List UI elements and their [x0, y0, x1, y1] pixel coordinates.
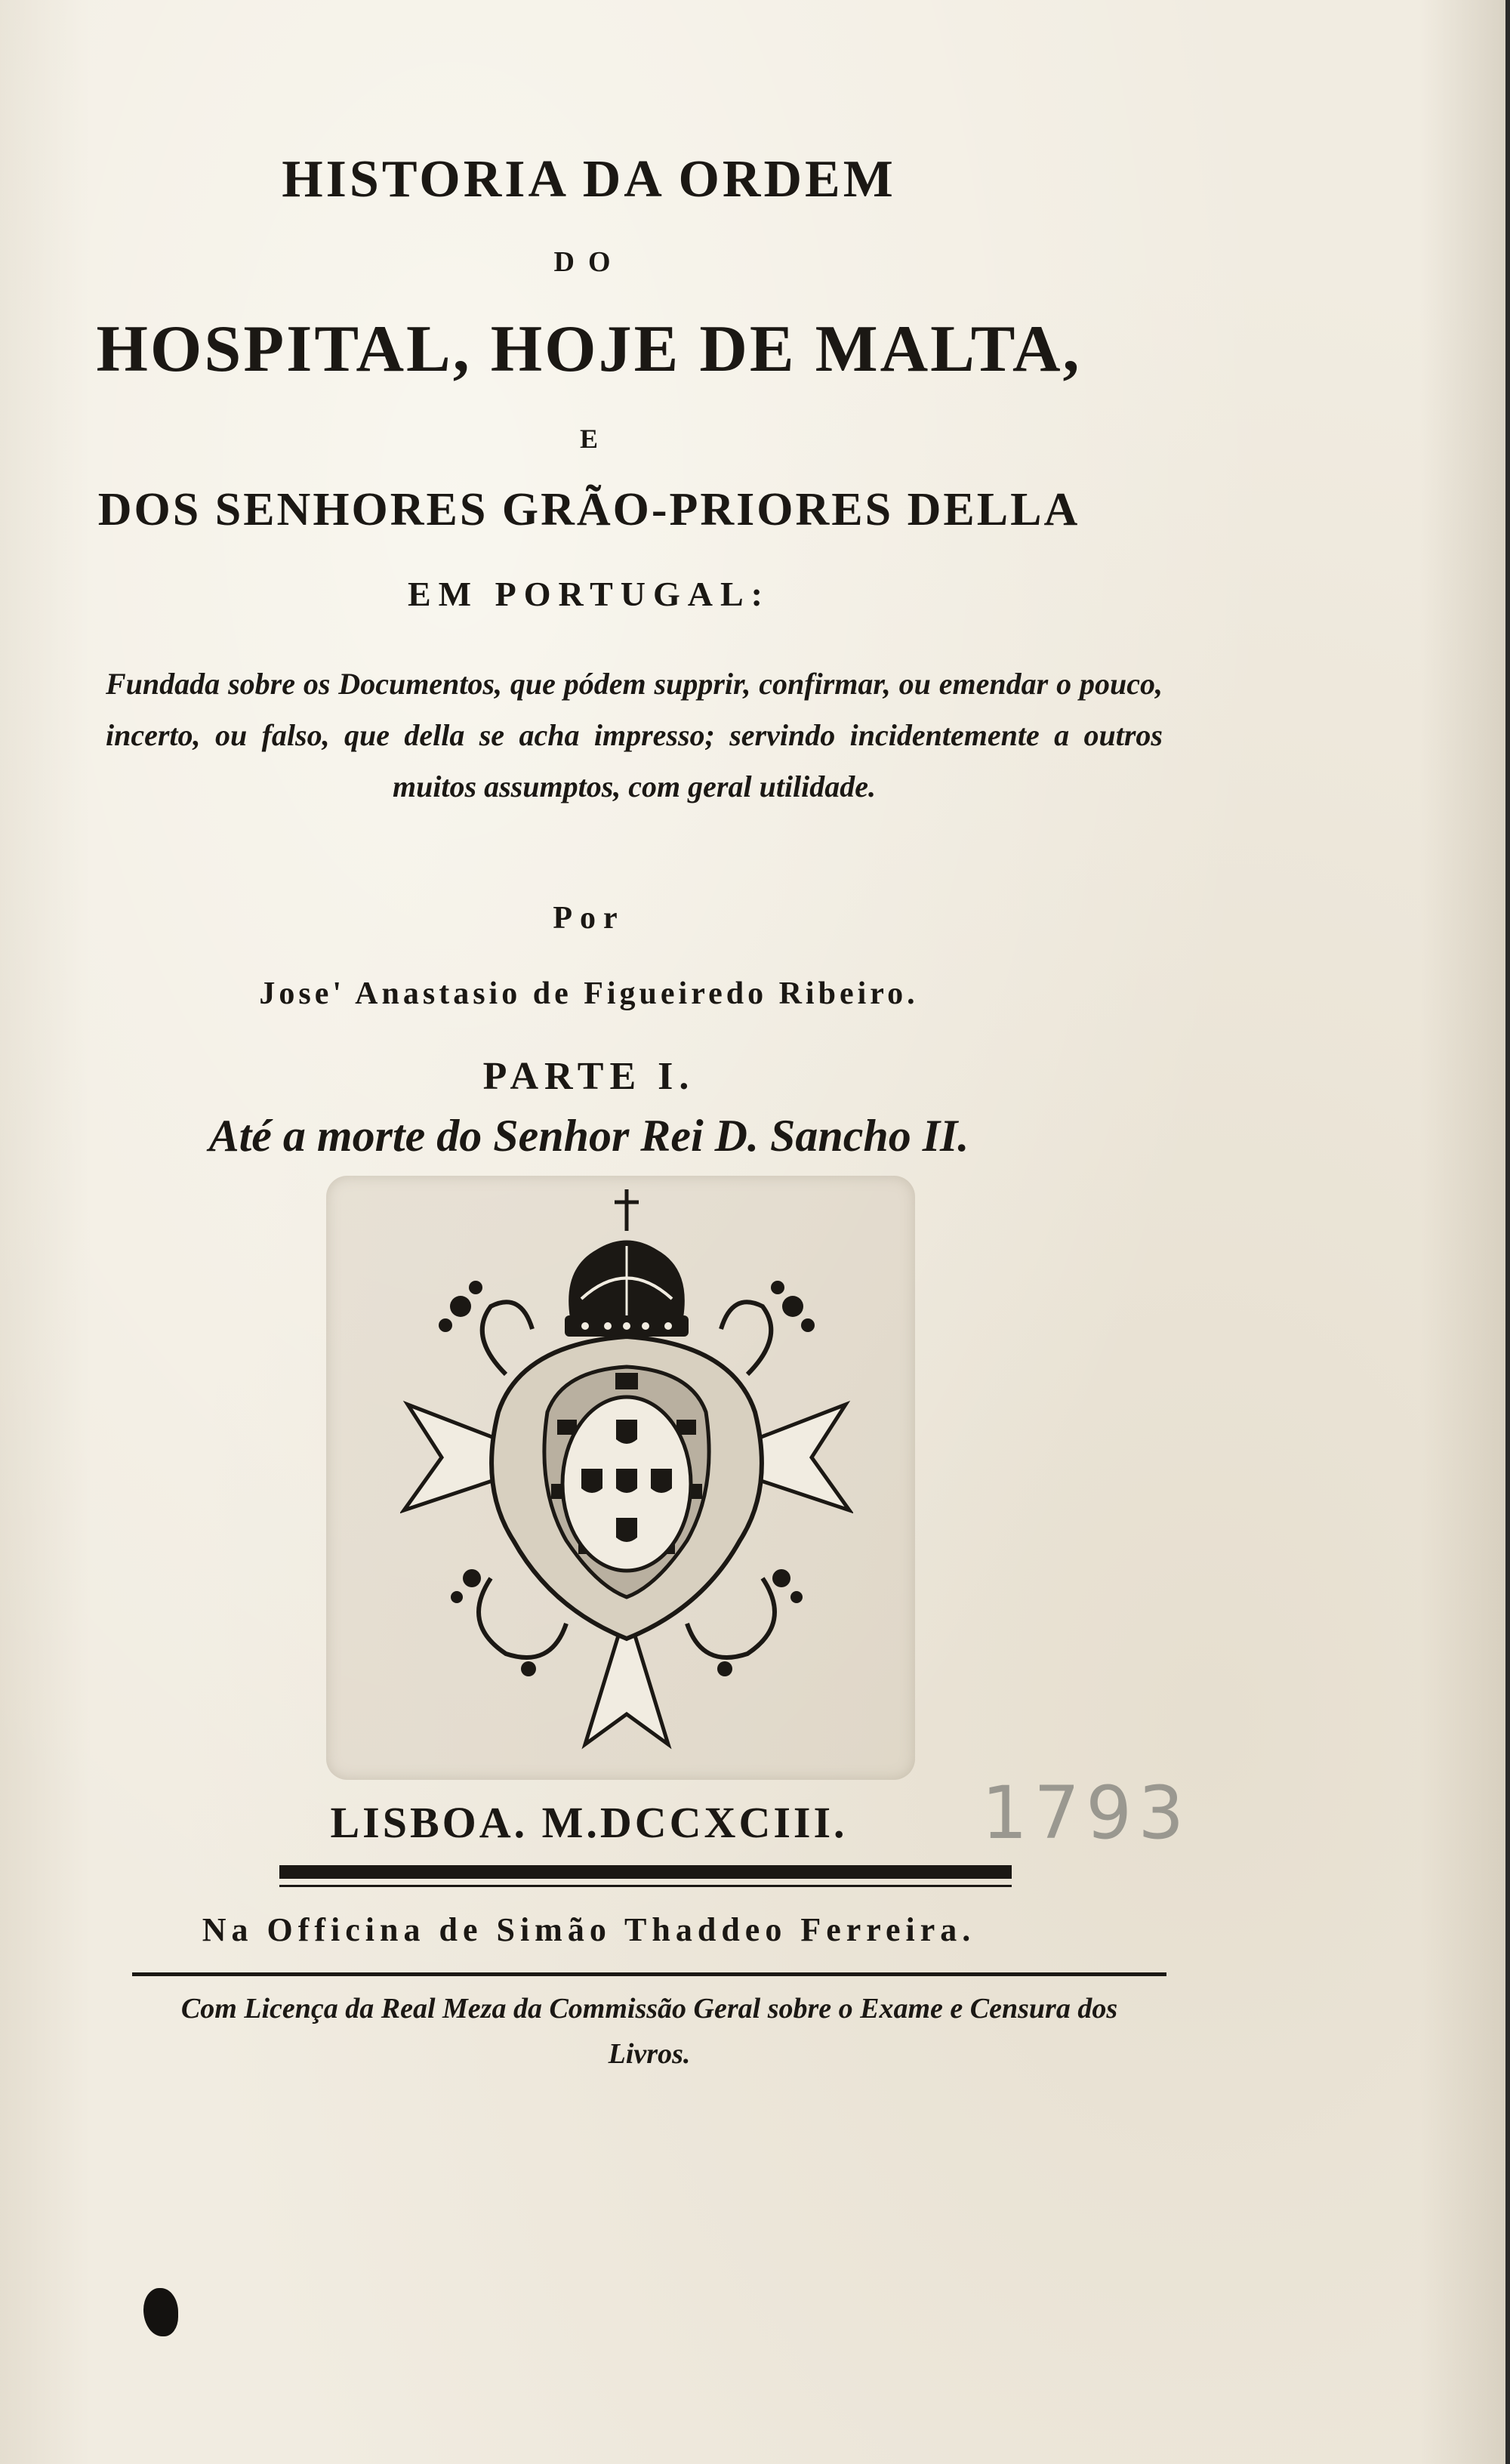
title-line-1: HISTORIA DA ORDEM — [282, 150, 896, 208]
coat-of-arms-icon — [400, 1186, 853, 1767]
title-line-2: DO — [553, 246, 624, 278]
author-name: Jose' Anastasio de Figueiredo Ribeiro. — [259, 976, 919, 1011]
page-edge — [1505, 0, 1510, 2464]
title-line-3: HOSPITAL, HOJE DE MALTA, — [96, 313, 1082, 386]
rule-thick — [279, 1865, 1012, 1879]
part-number: PARTE I. — [482, 1055, 695, 1098]
rule-thin — [279, 1885, 1012, 1887]
license-text: Com Licença da Real Meza da Commissão Geral sobre o Exame e Censura dos Livros. — [180, 1993, 1118, 2070]
handwritten-year: 1793 — [982, 1771, 1191, 1855]
by-label: Por — [553, 901, 625, 936]
title-line-6: EM PORTUGAL: — [408, 575, 770, 613]
imprint: LISBOA. M.DCCXCIII. — [330, 1798, 848, 1847]
title-line-4: E — [579, 424, 598, 454]
subtitle-paragraph: Fundada sobre os Documentos, que pódem supprir, confirmar, ou emendar o pouco, incerto, ou falso, que della se acha impresso; servindo incidentemente a outros muitos assumptos, com geral utilidade. — [106, 667, 1163, 803]
title-line-5: DOS SENHORES GRÃO-PRIORES DELLA — [97, 484, 1080, 535]
rule-printer — [132, 1972, 1166, 1976]
part-subtitle: Até a morte do Senhor Rei D. Sancho II. — [208, 1111, 969, 1161]
printer-line: Na Officina de Simão Thaddeo Ferreira. — [202, 1911, 976, 1948]
ink-stain — [143, 2288, 178, 2336]
